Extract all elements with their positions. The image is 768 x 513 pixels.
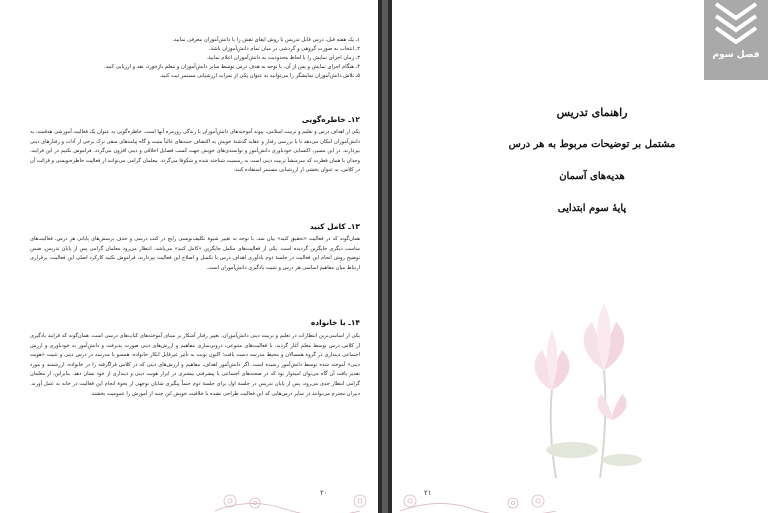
list-item: ۵ـ تلاش دانش‌آموزان نمایشگر را می‌توانید به عنوان یکی از نمرات ارزشیابی مستمر ثبت کنید. [159, 73, 360, 79]
list-item: ۳ـ زمان اجرای نمایش را با لحاظ محدودیت به دانش‌آموزان اعلام نمایید. [206, 55, 360, 61]
instruction-list [30, 36, 360, 81]
list-item: ۱ـ یک هفته قبل، درس قابل تدریس با روش ایفای نقش را با دانش‌آموزان معرفی نمایید. [172, 37, 360, 43]
chevron-down-icon [704, 0, 768, 44]
page-number: ۲۰ [320, 489, 328, 497]
section-body: یکی از اهداف درس و تعلیم و تربیت اسلامی، پیوند آموخته‌های دانش‌آموزان با زندگی روزمره آنها است. خاطره‌گویی به عنوان یک فعالیت آموزشی هدفمند، به دانش‌آموزان امکان می‌دهد تا با بررسی رفتار و عقاید گذشتهٔ خویش به اکتشاف جنبه‌های غالباً مثبت و گاه پیامدهای منفی ترک برخی از آداب و رفتارهای دینی بپردازند. در این مسیر، اکتسابی خودباوری دانش‌آموز و توانمندی‌های خویش جهت کسب فضایل اخلاقی و دینی افزون می‌گردد. فراموش نکنیم در این فرایند، وجدان یا همان فطرت که سرمنشأ تربیت دینی است به رسمیت شناخته شده و شکوفا می‌گردد. معلمان گرامی می‌توانند از فعالیت خاطره‌نویسی و قرائت آن در کلاس، به عنوان بخشی از ارزشیابی مستمر استفاده کنند. [30, 129, 360, 174]
chapter-label: فصل سوم [712, 50, 760, 60]
title-line: راهنمای تدریس [556, 106, 628, 119]
section-body: همان‌گونه که در فعالیت «تحقیق کنید» بیان شد، با توجه به تغییر شیوهٔ تکلیف‌نویسی رایج در کتب درسی و حذف پرسش‌های پایانی هر درس، فعالیت‌های مناسب دیگری جایگزین گردیده است. یکی از فعالیت‌های مکمل جایگزین «کامل کنید» می‌باشد. انتظار می‌رود معلمان گرامی پس از پایان تدریس، ضمن توضیح روش انجام این فعالیت در جلسهٔ دوم یادآوری اهداف درس با تکمیل و اصلاح این فعالیت بپردازند، فراموش نکنید کارکرد اصلی این فعالیت، برقراری ارتباط میان مفاهیم اساسی هر درس و تثبیت یادگیری دانش‌آموزان است. [30, 236, 360, 271]
list-item: ۲ـ انتخاب به صورت گروهی و گردشی در میان تمام دانش‌آموزان باشد. [208, 46, 360, 52]
chapter-tab [704, 0, 768, 80]
section-heading: ۱۲ـ خاطره‌گویی [301, 115, 360, 124]
flower-border-icon [210, 483, 370, 513]
book-gutter [378, 0, 392, 513]
list-item: ۴ـ هنگام اجرای نمایش و پس از آن، با توجه به هدف درس توسط سایر دانش‌آموزان و معلم بازخورد، نقد و ارزیابی کنید. [104, 64, 360, 70]
lotus-flower-icon [512, 300, 652, 480]
flower-border-icon [398, 483, 558, 513]
section-body: یکی از اساسی‌ترین انتظارات در تعلیم و تربیت دینی دانش‌آموزان، تغییر رفتار آشکار بر مبنای آموخته‌های کتاب‌های درسی است. همان‌گونه که فرایند یادگیری از کلاس درس توسط معلم آغاز گردید، با فعالیت‌های متنوعی، درونی‌سازی مفاهیم و ارزش‌های دینی صورت پذیرفت و دانش‌آموز به خودباوری و ارزش اجتماعی دینداری در گروه همسالان و محیط مدرسه دست یافت؛ اکنون نوبت به تأثیر غیرقابل انکار خانواده، همسو با مدرسه در درس دینی و تثبیت «هویت دینی» آموخته شده توسط دانش‌آموز رسیده است. اگر دانش‌آموز اهداف، مفاهیم و ارزش‌های دینی که در کلاس فراگرفته را در خانواده، ارزشمند و مورد تقدیر یافت آن گاه می‌توان امیدوار بود که در صحنه‌های اجتماعی با پیشرفتی بیشتری در ابراز هویت دینی و دینداری از خود نشان دهد. بنابراین، از معلمان گرامی انتظار جدی می‌رود، پس از پایان تدریس در جلسهٔ اول برای جلسهٔ دوم حتماً پیگیری شایان توجهی از نحوهٔ انجام این فعالیت در خانه به عمل آورند. دبیران محترم می‌توانند در سایر درس‌هایی که این فعالیت طراحی نشده با خلاقیت خویش این جنبه از آموزش را عمومیت بخشند. [30, 333, 360, 397]
left-page [0, 0, 378, 513]
title-line: پایهٔ سوم ابتدایی [557, 203, 627, 214]
title-line: مشتمل بر توضیحات مربوط به هر درس [508, 139, 676, 150]
section-heading: ۱۳ـ کامل کنید [309, 222, 360, 231]
chapter-title-block [482, 104, 702, 218]
title-line: هدیه‌های آسمان [559, 171, 625, 182]
right-page [392, 0, 768, 513]
section-heading: ۱۴ـ با خانواده [310, 318, 360, 327]
page-number: ۲۱ [424, 489, 432, 497]
